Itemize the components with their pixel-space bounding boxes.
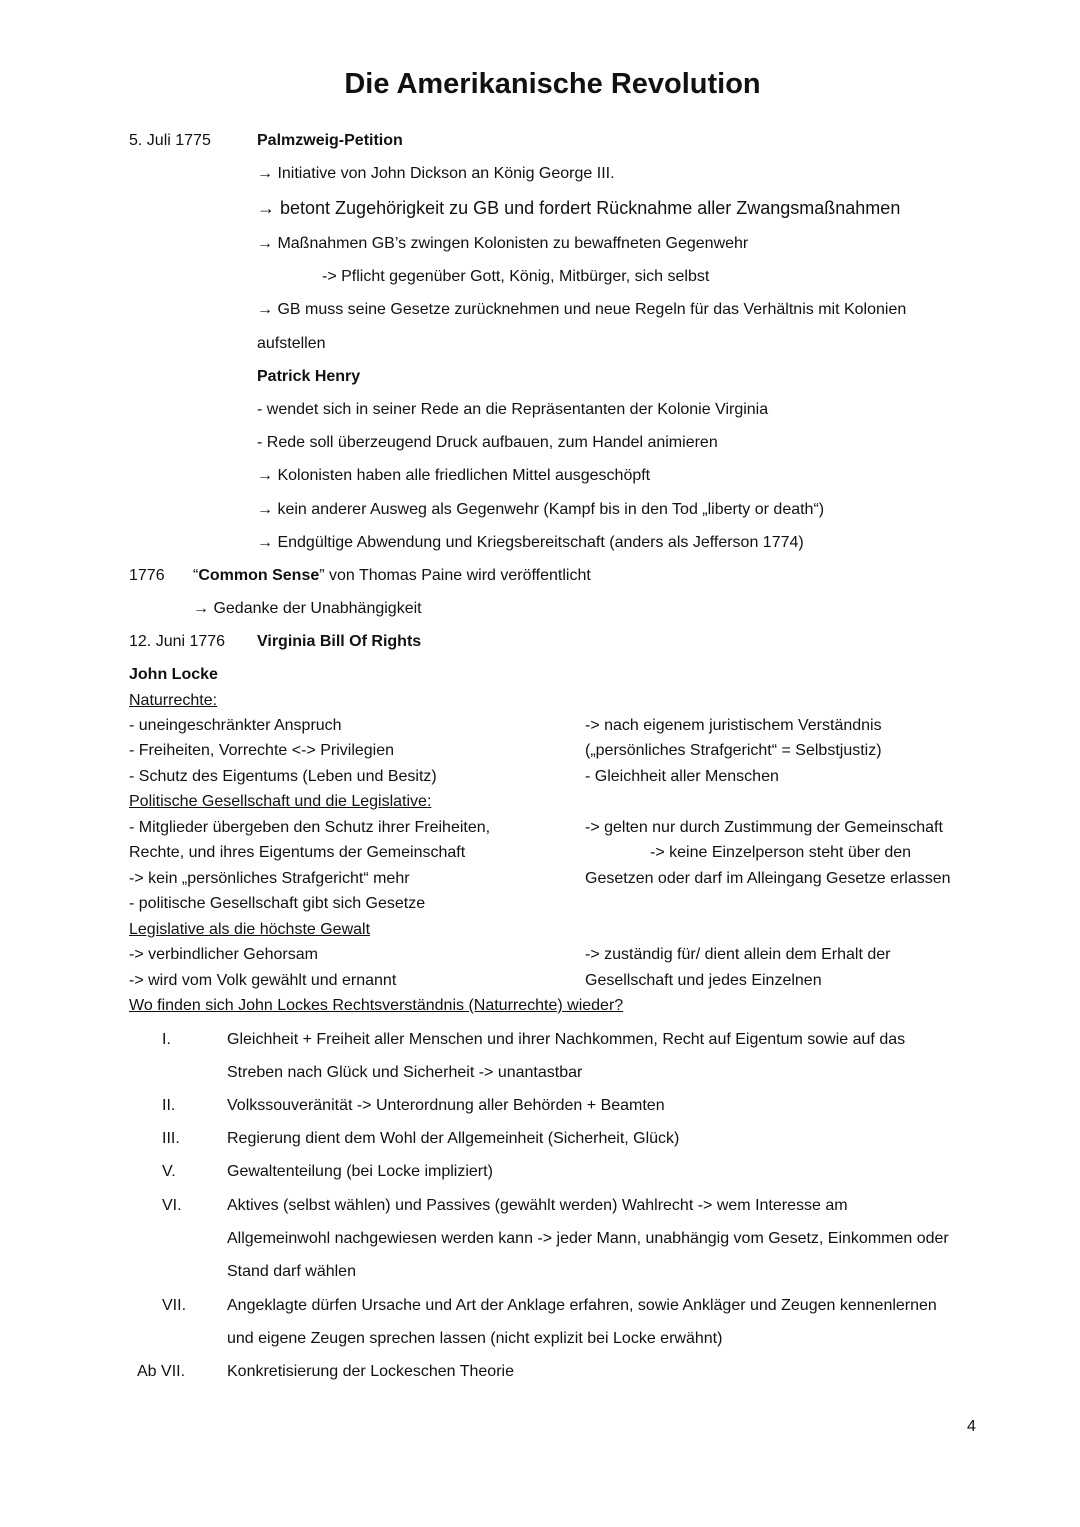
politik-right-line: -> gelten nur durch Zustimmung der Gemeinschaft	[585, 819, 943, 836]
legislative-left-line: -> verbindlicher Gehorsam	[129, 946, 318, 963]
list-number: II.	[162, 1097, 176, 1114]
locke-heading: John Locke	[129, 666, 218, 683]
legislative-heading: Legislative als die höchste Gewalt	[129, 921, 371, 938]
locke-question: Wo finden sich John Lockes Rechtsverständnis (Naturrechte) wieder?	[129, 997, 624, 1014]
palmzweig-line: → Maßnahmen GB’s zwingen Kolonisten zu bewaffneten Gegenwehr	[257, 235, 749, 252]
list-item-line: Volkssouveränität -> Unterordnung aller Behörden + Beamten	[227, 1097, 665, 1114]
legislative-left-line: -> wird vom Volk gewählt und ernannt	[129, 972, 397, 989]
list-item-line: Aktives (selbst wählen) und Passives (gewählt werden) Wahlrecht -> wem Interesse am	[227, 1197, 848, 1214]
henry-line: → Kolonisten haben alle friedlichen Mittel ausgeschöpft	[257, 467, 651, 484]
palmzweig-heading: Palmzweig-Petition	[257, 132, 403, 149]
list-number: VII.	[162, 1297, 187, 1314]
naturrechte-right-line: - Gleichheit aller Menschen	[585, 768, 779, 785]
list-item-line: und eigene Zeugen sprechen lassen (nicht explizit bei Locke erwähnt)	[227, 1330, 723, 1347]
henry-line: - wendet sich in seiner Rede an die Repräsentanten der Kolonie Virginia	[257, 401, 769, 418]
politik-left-line: - politische Gesellschaft gibt sich Gesetze	[129, 895, 426, 912]
list-item-line: Regierung dient dem Wohl der Allgemeinheit (Sicherheit, Glück)	[227, 1130, 680, 1147]
henry-line: → kein anderer Ausweg als Gegenwehr (Kampf bis in den Tod „liberty or death“)	[257, 501, 825, 518]
naturrechte-left-line: - Freiheiten, Vorrechte <-> Privilegien	[129, 742, 395, 759]
list-item-line: Streben nach Glück und Sicherheit -> unantastbar	[227, 1064, 583, 1081]
list-number: III.	[162, 1130, 180, 1147]
politik-right-line: Gesetzen oder darf im Alleingang Gesetze erlassen	[585, 870, 951, 887]
palmzweig-line: -> Pflicht gegenüber Gott, König, Mitbürger, sich selbst	[322, 268, 710, 285]
palmzweig-date: 5. Juli 1775	[129, 132, 211, 149]
common-sense-line: “Common Sense” von Thomas Paine wird veröffentlicht	[193, 567, 591, 584]
list-number: I.	[162, 1031, 171, 1048]
naturrechte-right-line: -> nach eigenem juristischem Verständnis	[585, 717, 882, 734]
list-number: V.	[162, 1163, 176, 1180]
virginia-date: 12. Juni 1776	[129, 633, 226, 650]
common-sense-year: 1776	[129, 567, 165, 584]
politik-left-line: -> kein „persönliches Strafgericht“ mehr	[129, 870, 410, 887]
naturrechte-right-line: („persönliches Strafgericht“ = Selbstjustiz)	[585, 742, 882, 759]
legislative-right-line: -> zuständig für/ dient allein dem Erhalt der	[585, 946, 891, 963]
list-number: VI.	[162, 1197, 182, 1214]
palmzweig-line: → GB muss seine Gesetze zurücknehmen und neue Regeln für das Verhältnis mit Kolonien	[257, 301, 907, 318]
list-item-line: Gleichheit + Freiheit aller Menschen und ihrer Nachkommen, Recht auf Eigentum sowie auf das	[227, 1031, 906, 1048]
palmzweig-line: aufstellen	[257, 335, 326, 352]
politik-right-line: -> keine Einzelperson steht über den	[650, 844, 912, 861]
list-item-line: Angeklagte dürfen Ursache und Art der Anklage erfahren, sowie Ankläger und Zeugen kennenlernen	[227, 1297, 937, 1314]
page-number: 4	[967, 1418, 976, 1435]
palmzweig-line: → betont Zugehörigkeit zu GB und fordert Rücknahme aller Zwangsmaßnahmen	[257, 198, 901, 218]
naturrechte-heading: Naturrechte:	[129, 692, 218, 709]
list-number: Ab VII.	[137, 1363, 186, 1380]
politik-left-line: Rechte, und ihres Eigentums der Gemeinschaft	[129, 844, 466, 861]
palmzweig-line: → Initiative von John Dickson an König George III.	[257, 165, 615, 182]
virginia-heading: Virginia Bill Of Rights	[257, 633, 422, 650]
list-item-line: Allgemeinwohl nachgewiesen werden kann -> jeder Mann, unabhängig vom Gesetz, Einkommen oder	[227, 1230, 949, 1247]
naturrechte-left-line: - Schutz des Eigentums (Leben und Besitz)	[129, 768, 437, 785]
henry-line: - Rede soll überzeugend Druck aufbauen, zum Handel animieren	[257, 434, 718, 451]
legislative-right-line: Gesellschaft und jedes Einzelnen	[585, 972, 822, 989]
henry-heading: Patrick Henry	[257, 368, 361, 385]
common-sense-title: Common Sense	[198, 567, 320, 584]
page-title: Die Amerikanische Revolution	[344, 68, 761, 100]
politik-left-line: - Mitglieder übergeben den Schutz ihrer Freiheiten,	[129, 819, 491, 836]
common-sense-sub: → Gedanke der Unabhängigkeit	[193, 600, 422, 617]
naturrechte-left-line: - uneingeschränkter Anspruch	[129, 717, 342, 734]
henry-line: → Endgültige Abwendung und Kriegsbereitschaft (anders als Jefferson 1774)	[257, 534, 804, 551]
politik-heading: Politische Gesellschaft und die Legislative:	[129, 793, 432, 810]
list-item-line: Stand darf wählen	[227, 1263, 356, 1280]
list-item-line: Konkretisierung der Lockeschen Theorie	[227, 1363, 514, 1380]
list-item-line: Gewaltenteilung (bei Locke impliziert)	[227, 1163, 493, 1180]
